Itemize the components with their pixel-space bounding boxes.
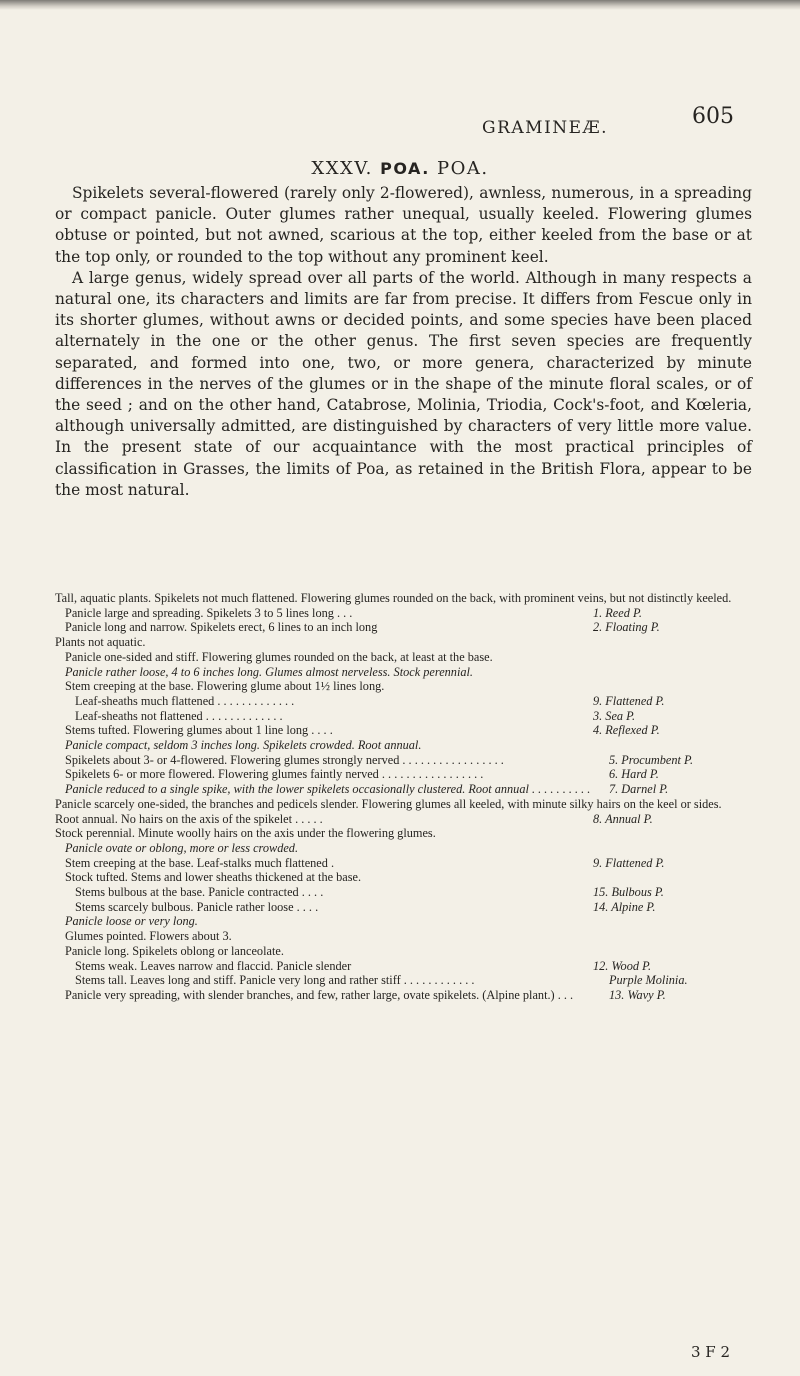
key-line: Root annual. No hairs on the axis of the spikelet . . . . . 8. Annual P. bbox=[55, 812, 755, 827]
species-ref: 9. Flattened P. bbox=[593, 693, 665, 708]
key-line: Leaf-sheaths not flattened . . . . . . . . . . . . . 3. Sea P. bbox=[55, 709, 755, 724]
species-ref: 7. Darnel P. bbox=[609, 782, 669, 797]
key-line: Spikelets about 3- or 4-flowered. Flowering glumes strongly nerved . . . . . . . . . . . . . . . . . 5. Procumbent P. bbox=[55, 753, 755, 768]
running-head: GRAMINEÆ. bbox=[482, 118, 608, 138]
paragraph-characters: Spikelets several-flowered (rarely only 2-flowered), awnless, numerous, in a spreading or compact panicle. Outer glumes rather unequal, usually keeled. Flowering glumes obtuse or pointed, but not awned, scarious at the top, either keeled from the base or at the top only, or rounded to the top without any prominent keel. bbox=[55, 184, 752, 266]
key-line: Panicle scarcely one-sided, the branches and pedicels slender. Flowering glumes all keeled, with minute silky hairs on the keel or sides. bbox=[55, 796, 722, 811]
scan-edge-shadow bbox=[0, 0, 800, 10]
key-line: Spikelets 6- or more flowered. Flowering glumes faintly nerved . . . . . . . . . . . . . . . . . 6. Hard P. bbox=[55, 767, 755, 782]
species-ref: 2. Floating P. bbox=[593, 620, 660, 635]
species-ref: 6. Hard P. bbox=[609, 767, 659, 782]
species-ref: 15. Bulbous P. bbox=[593, 885, 664, 900]
key-line: Panicle very spreading, with slender branches, and few, rather large, ovate spikelets. (Alpine plant.) . . . 13. Wavy P. bbox=[55, 988, 755, 1003]
key-line: Stems tall. Leaves long and stiff. Panicle very long and rather stiff . . . . . . . . . . . . Purple Molinia. bbox=[55, 973, 755, 988]
species-ref: 8. Annual P. bbox=[593, 811, 653, 826]
key-line: Tall, aquatic plants. Spikelets not much flattened. Flowering glumes rounded on the back, with prominent veins, but not distinctly keeled. bbox=[55, 591, 732, 605]
key-line: Stock tufted. Stems and lower sheaths thickened at the base. bbox=[65, 870, 362, 885]
key-line: Stems tufted. Flowering glumes about 1 line long . . . . 4. Reflexed P. bbox=[55, 723, 755, 738]
section-number: XXXV. bbox=[311, 158, 373, 179]
key-line: Stem creeping at the base. Leaf-stalks much flattened . 9. Flattened P. bbox=[55, 856, 755, 871]
key-line: Leaf-sheaths much flattened . . . . . . . . . . . . . 9. Flattened P. bbox=[55, 694, 755, 709]
species-key bbox=[55, 591, 755, 1003]
key-line: Panicle reduced to a single spike, with the lower spikelets occasionally clustered. Root annual . . . . . . . . . . 7. Darnel P. bbox=[55, 782, 755, 797]
key-line: Plants not aquatic. bbox=[55, 635, 146, 650]
species-ref: 4. Reflexed P. bbox=[593, 723, 660, 738]
key-line: Panicle long. Spikelets oblong or lanceolate. bbox=[65, 943, 284, 958]
key-line: Panicle rather loose, 4 to 6 inches long. Glumes almost nerveless. Stock perennial. bbox=[65, 664, 474, 679]
section-title bbox=[0, 158, 800, 179]
key-line: Stems weak. Leaves narrow and flaccid. Panicle slender 12. Wood P. bbox=[55, 959, 755, 974]
signature-mark: 3 F 2 bbox=[691, 1343, 731, 1361]
key-line: Stem creeping at the base. Flowering glume about 1½ lines long. bbox=[65, 679, 385, 694]
paragraph-discussion: A large genus, widely spread over all parts of the world. Although in many respects a natural one, its characters and limits are far from precise. It differs from Fescue only in its shorter glumes, without awns or decided points, and some species have been placed alternately in the one or the other genus. The first seven species are frequently separated, and formed into one, two, or more genera, characterized by minute differences in the nerves of the glumes or in the shape of the minute floral scales, or of the seed ; and on the other hand, Catabrose, Molinia, Triodia, Cock's-foot, and Kœleria, although universally admitted, are distinguished by characters of very little more value. In the present state of our acquaintance with the most practical principles of classification in Grasses, the limits of Poa, as retained in the British Flora, appear to be the most natural. bbox=[55, 268, 752, 499]
key-line: Stems scarcely bulbous. Panicle rather loose . . . . 14. Alpine P. bbox=[55, 900, 755, 915]
species-ref: 3. Sea P. bbox=[593, 708, 636, 723]
key-line: Panicle loose or very long. bbox=[65, 914, 198, 929]
key-line: Stems bulbous at the base. Panicle contracted . . . . 15. Bulbous P. bbox=[55, 885, 755, 900]
genus-name: POA. bbox=[437, 158, 489, 179]
species-ref: 14. Alpine P. bbox=[593, 899, 656, 914]
page-number: 605 bbox=[692, 104, 734, 129]
key-line: Stock perennial. Minute woolly hairs on the axis under the flowering glumes. bbox=[55, 826, 436, 841]
species-ref: 12. Wood P. bbox=[593, 958, 652, 973]
species-ref: 5. Procumbent P. bbox=[609, 752, 694, 767]
key-line: Panicle ovate or oblong, more or less crowded. bbox=[65, 840, 299, 855]
species-ref: Purple Molinia. bbox=[609, 973, 688, 988]
genus-caps: POA. bbox=[380, 159, 430, 178]
key-line: Panicle one-sided and stiff. Flowering glumes rounded on the back, at least at the base. bbox=[65, 649, 493, 664]
species-ref: 9. Flattened P. bbox=[593, 855, 665, 870]
genus-description bbox=[55, 183, 752, 501]
species-ref: 13. Wavy P. bbox=[609, 987, 666, 1002]
key-line: Panicle compact, seldom 3 inches long. Spikelets crowded. Root annual. bbox=[65, 738, 422, 753]
key-line: Panicle long and narrow. Spikelets erect, 6 lines to an inch long 2. Floating P. bbox=[55, 620, 755, 635]
key-line: Panicle large and spreading. Spikelets 3 to 5 lines long . . . 1. Reed P. bbox=[55, 606, 755, 621]
species-ref: 1. Reed P. bbox=[593, 605, 642, 620]
key-line: Glumes pointed. Flowers about 3. bbox=[65, 929, 232, 944]
